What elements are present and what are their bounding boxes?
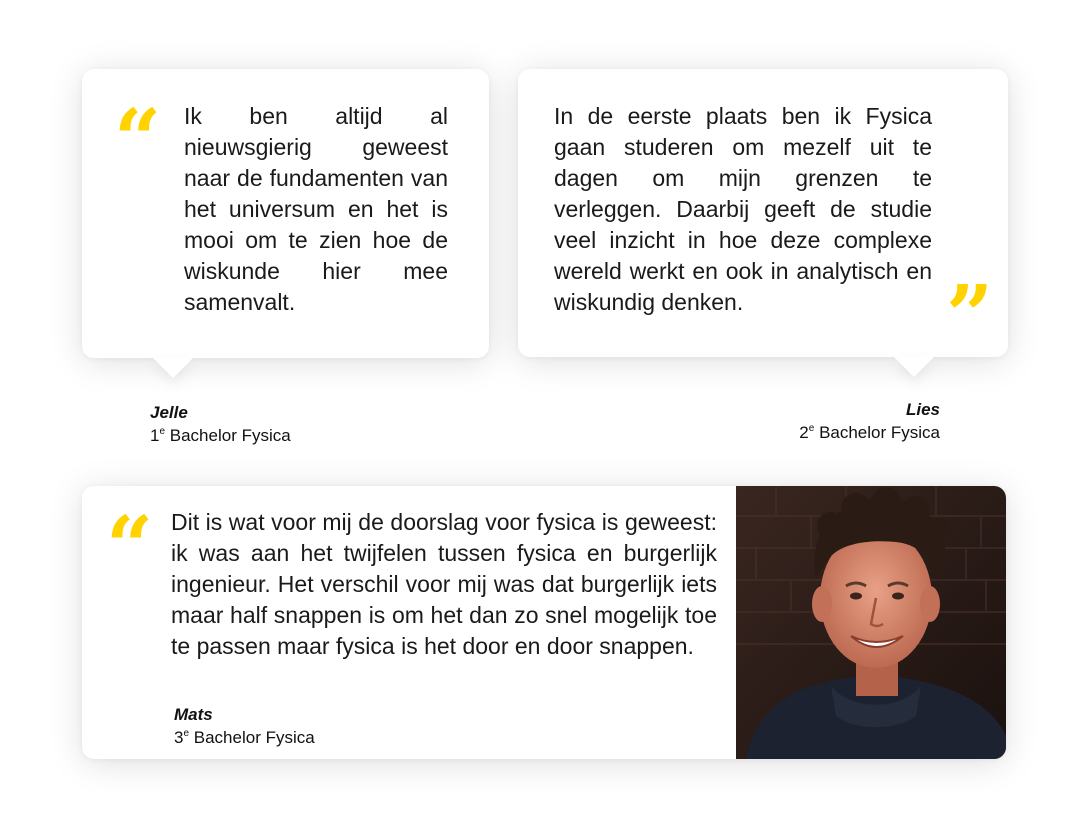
speech-bubble-tail [153,358,193,378]
author-mats [174,703,315,749]
testimonial-quote: Ik ben altijd al nieuwsgierig geweest naar de fundamenten van het universum en het is mooi om te zien hoe de wiskunde hier mee samenvalt. [184,103,448,315]
open-quote-icon: “ [106,499,144,595]
testimonial-card-lies [518,69,1008,364]
close-quote-icon: ” [946,268,984,364]
testimonial-card-jelle [82,69,489,358]
author-name: Mats [174,705,213,724]
open-quote-icon: “ [114,92,152,188]
author-name: Jelle [150,403,188,422]
author-jelle [150,401,291,447]
author-program: 2e Bachelor Fysica [799,423,940,442]
speech-bubble-tail [894,357,934,377]
student-photo [736,486,1006,759]
author-program: 1e Bachelor Fysica [150,426,291,445]
author-lies [700,398,940,444]
testimonial-quote: Dit is wat voor mij de doorslag voor fysica is geweest: ik was aan het twijfelen tussen fysica en burgerlijk ingenieur. Het verschil voor mij was dat burgerlijk iets maar half snappen is om het dan zo snel mogelijk toe te passen maar fysica is het door en door snappen. [171,509,717,659]
testimonial-quote: In de eerste plaats ben ik Fysica gaan studeren om mezelf uit te dagen om mijn grenzen te verleggen. Daarbij geeft de studie veel inzicht in hoe deze complexe wereld werkt en ook in analytisch en wiskundig denken. [554,103,932,315]
author-name: Lies [905,400,940,419]
author-program: 3e Bachelor Fysica [174,728,315,747]
